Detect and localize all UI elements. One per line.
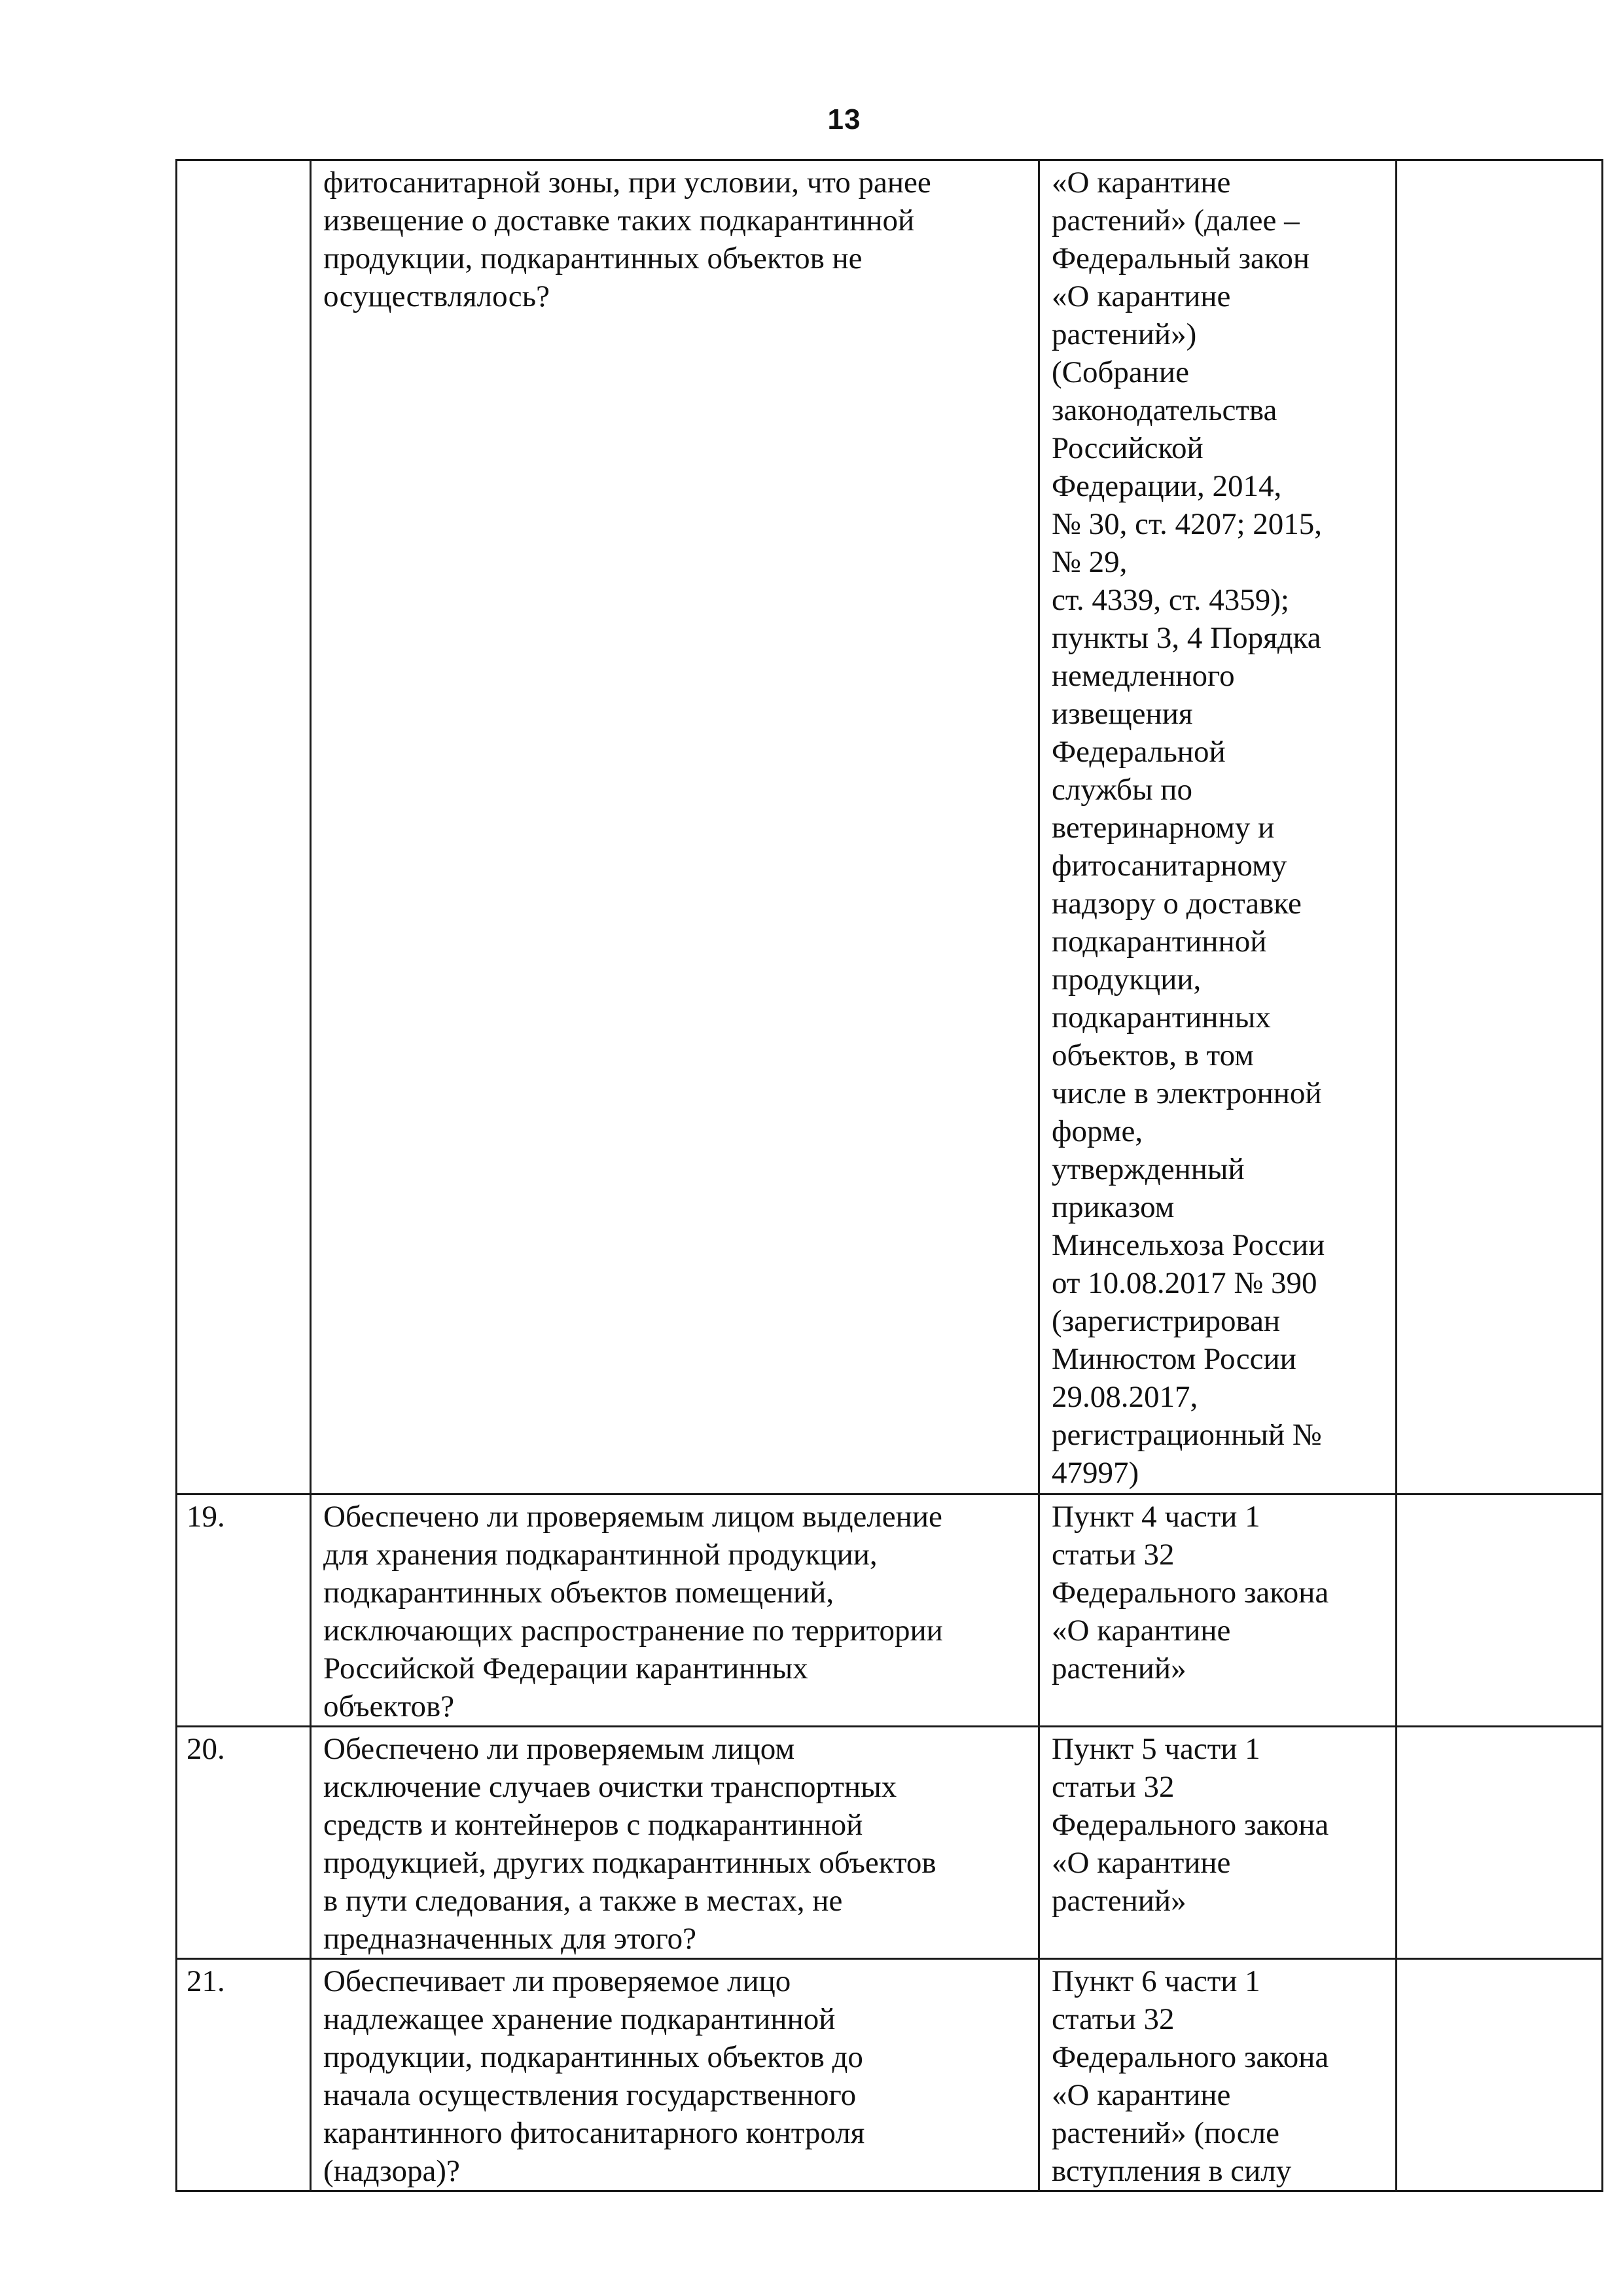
legal-basis-cell: «О карантине растений» (далее – Федеральный закон «О карантине растений») (Собрание законодательства Российской Федерации, 2014, № 30, ст. 4207; 2015, № 29, ст. 4339, ст. 4359); пункты 3, 4 Порядка немедленного извещения Федеральной службы по ветеринарному и фитосанитарному надзору о доставке подкарантинной продукции, подкарантинных объектов, в том числе в электронной форме, утвержденный приказом Минсельхоза России от 10.08.2017 № 390 (зарегистрирован Минюстом России 29.08.2017, регистрационный № 47997) [1039, 160, 1397, 1494]
answer-cell [1397, 1494, 1603, 1727]
table-row [177, 1727, 1603, 1959]
row-number-cell: 21. [177, 1959, 311, 2191]
question-cell: Обеспечено ли проверяемым лицом исключение случаев очистки транспортных средств и контейнеров с подкарантинной продукцией, других подкарантинных объектов в пути следования, а также в местах, не предназначенных для этого? [311, 1727, 1039, 1959]
answer-cell [1397, 1959, 1603, 2191]
legal-basis-cell: Пункт 6 части 1 статьи 32 Федерального закона «О карантине растений» (после вступления в силу [1039, 1959, 1397, 2191]
checklist-table [175, 159, 1603, 2192]
question-cell: фитосанитарной зоны, при условии, что ранее извещение о доставке таких подкарантинной продукции, подкарантинных объектов не осуществлялось? [311, 160, 1039, 1494]
row-number-cell [177, 160, 311, 1494]
legal-basis-cell: Пункт 5 части 1 статьи 32 Федерального закона «О карантине растений» [1039, 1727, 1397, 1959]
table-row [177, 160, 1603, 1494]
answer-cell [1397, 160, 1603, 1494]
row-number-cell: 20. [177, 1727, 311, 1959]
question-cell: Обеспечивает ли проверяемое лицо надлежащее хранение подкарантинной продукции, подкарантинных объектов до начала осуществления государственного карантинного фитосанитарного контроля (надзора)? [311, 1959, 1039, 2191]
row-number-cell: 19. [177, 1494, 311, 1727]
table-row [177, 1494, 1603, 1727]
table-row [177, 1959, 1603, 2191]
answer-cell [1397, 1727, 1603, 1959]
question-cell: Обеспечено ли проверяемым лицом выделение для хранения подкарантинной продукции, подкарантинных объектов помещений, исключающих распространение по территории Российской Федерации карантинных объектов? [311, 1494, 1039, 1727]
legal-basis-cell: Пункт 4 части 1 статьи 32 Федерального закона «О карантине растений» [1039, 1494, 1397, 1727]
page-number: 13 [827, 103, 861, 135]
